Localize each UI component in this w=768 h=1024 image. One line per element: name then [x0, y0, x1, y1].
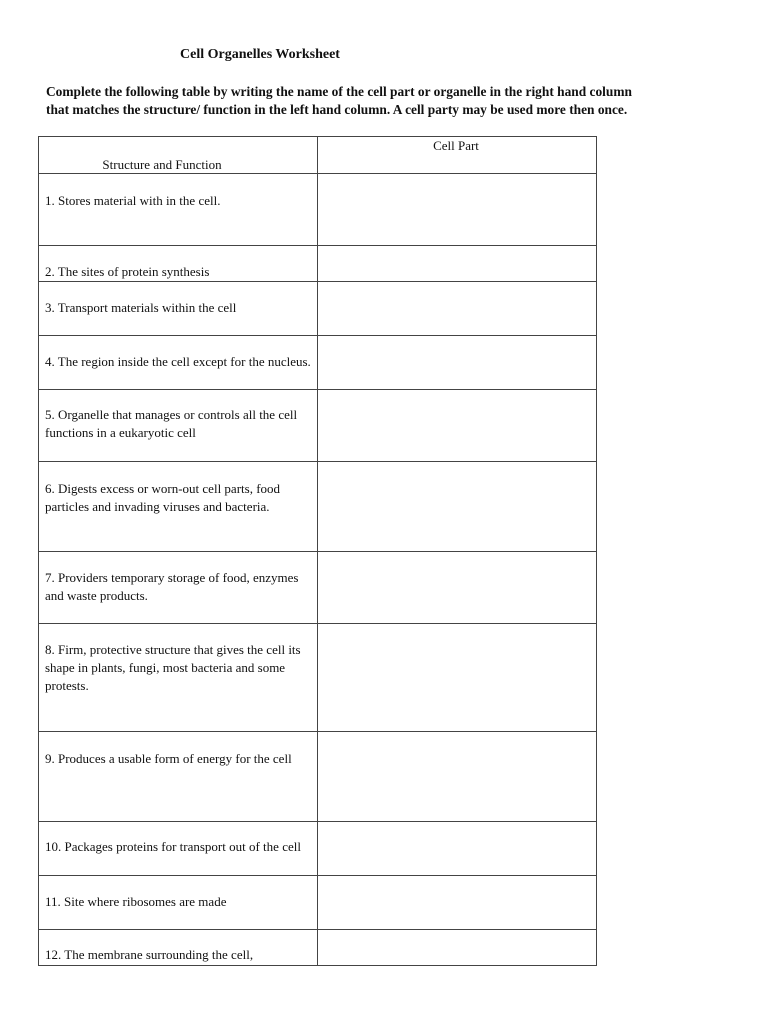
row-9-answer-cell[interactable]	[318, 732, 597, 822]
worksheet-title: Cell Organelles Worksheet	[180, 47, 340, 62]
table-row	[39, 462, 597, 552]
row-6-answer-cell[interactable]	[318, 462, 597, 552]
row-1-answer-cell[interactable]	[318, 174, 597, 246]
table-row	[39, 732, 597, 822]
row-11-function: 11. Site where ribosomes are made	[45, 894, 227, 909]
row-10-function: 10. Packages proteins for transport out of the cell	[45, 839, 301, 854]
row-10-answer-cell[interactable]	[318, 822, 597, 876]
row-7-answer-cell[interactable]	[318, 552, 597, 624]
header-cell-part-cell	[318, 137, 597, 174]
table-row	[39, 930, 597, 966]
header-structure-function-cell	[39, 137, 318, 174]
table-row	[39, 822, 597, 876]
row-11-answer-cell[interactable]	[318, 876, 597, 930]
row-6-function: 6. Digests excess or worn-out cell parts, food particles and invading viruses and bacteria.	[45, 481, 281, 514]
row-2-answer-cell[interactable]	[318, 246, 597, 282]
row-8-function: 8. Firm, protective structure that gives the cell its shape in plants, fungi, most bacteria and some protests.	[45, 642, 301, 693]
table-row	[39, 876, 597, 930]
instructions-paragraph	[46, 83, 746, 119]
row-5-answer-cell[interactable]	[318, 390, 597, 462]
row-5-function: 5. Organelle that manages or controls all the cell functions in a eukaryotic cell	[45, 407, 298, 440]
row-2-function: 2. The sites of protein synthesis	[45, 264, 210, 279]
table-row	[39, 246, 597, 282]
row-12-function: 12. The membrane surrounding the cell,	[45, 947, 254, 962]
instructions-line-1: Complete the following table by writing the name of the cell part or organelle in the right hand column	[46, 84, 632, 99]
table-row	[39, 552, 597, 624]
row-8-answer-cell[interactable]	[318, 624, 597, 732]
row-4-function: 4. The region inside the cell except for the nucleus.	[45, 354, 311, 369]
table-row	[39, 282, 597, 336]
instructions-line-2: that matches the structure/ function in the left hand column. A cell party may be used more then once.	[46, 102, 628, 117]
row-3-answer-cell[interactable]	[318, 282, 597, 336]
table-row	[39, 390, 597, 462]
row-4-answer-cell[interactable]	[318, 336, 597, 390]
table-row	[39, 624, 597, 732]
table-header-row	[39, 137, 597, 174]
row-1-function: 1. Stores material with in the cell.	[45, 193, 221, 208]
header-structure-function: Structure and Function	[102, 157, 222, 172]
table-row	[39, 174, 597, 246]
table-row	[39, 336, 597, 390]
row-3-function: 3. Transport materials within the cell	[45, 300, 237, 315]
row-12-answer-cell[interactable]	[318, 930, 597, 966]
organelle-table	[38, 136, 597, 966]
header-cell-part: Cell Part	[433, 138, 479, 153]
row-7-function: 7. Providers temporary storage of food, enzymes and waste products.	[45, 570, 299, 603]
row-9-function: 9. Produces a usable form of energy for the cell	[45, 751, 292, 766]
